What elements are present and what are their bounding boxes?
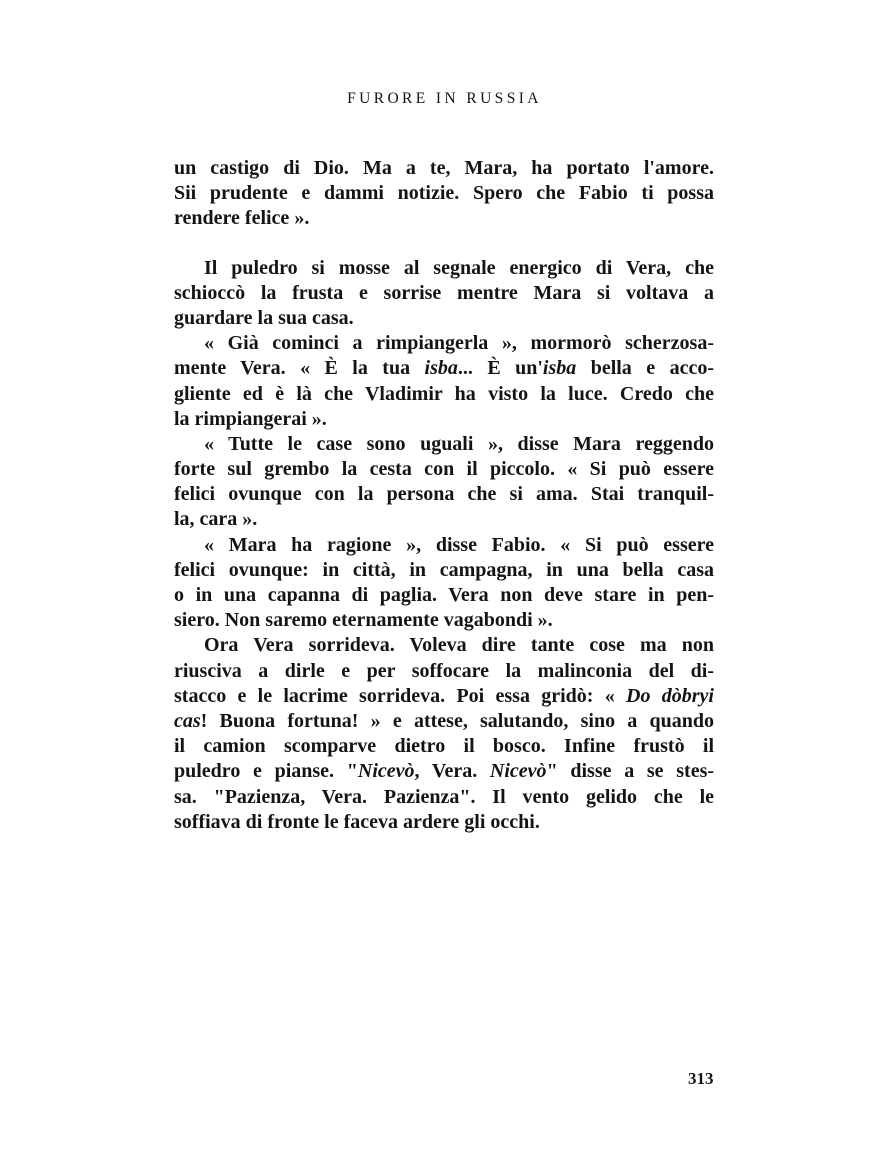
text-line: Il puledro si mosse al segnale energico di Vera, che (204, 256, 714, 279)
text-line: siero. Non saremo eternamente vagabondi ». (174, 609, 553, 632)
text-segment: bella e acco- (576, 357, 714, 380)
text-segment: stacco e le lacrime sorrideva. Poi essa gridò: « (174, 684, 627, 707)
text-line: forte sul grembo la cesta con il piccolo. « Si può essere (174, 458, 714, 481)
italic-word: isba (424, 357, 458, 380)
text-line: sa. "Pazienza, Vera. Pazienza". Il vento gelido che le (174, 785, 714, 808)
text-line (174, 759, 714, 784)
running-head: FURORE IN RUSSIA (347, 90, 542, 107)
text-line: felici ovunque con la persona che si ama. Stai tranquil- (174, 483, 714, 506)
text-line: soffiava di fronte le faceva ardere gli occhi. (174, 810, 540, 833)
text-line: schioccò la frusta e sorrise mentre Mara si voltava a (174, 281, 714, 304)
text-line: riusciva a dirle e per soffocare la malinconia del di- (174, 659, 714, 682)
text-line: il camion scomparve dietro il bosco. Infine frustò il (174, 735, 714, 758)
italic-word: cas (174, 709, 201, 732)
text-segment: ! Buona fortuna! » e attese, salutando, sino a quando (200, 709, 714, 732)
text-line: gliente ed è là che Vladimir ha visto la luce. Credo che (174, 382, 714, 405)
italic-word: Nicevò (489, 760, 547, 783)
text-segment: " disse a se stes- (546, 760, 715, 783)
text-line: Ora Vera sorrideva. Voleva dire tante cose ma non (204, 634, 714, 657)
text-segment: puledro e pianse. " (174, 760, 358, 783)
text-segment: ... È un' (457, 357, 543, 380)
text-segment: , Vera. (414, 760, 490, 783)
text-line: guardare la sua casa. (174, 306, 354, 329)
text-line (174, 684, 714, 709)
text-line (174, 356, 714, 381)
italic-word: Do dòbryi (626, 684, 714, 707)
text-segment: mente Vera. « È la tua (174, 357, 425, 380)
paragraph-gap (174, 232, 714, 256)
text-line (174, 709, 714, 734)
italic-word: Nicevò (357, 760, 415, 783)
text-line: rendere felice ». (174, 207, 310, 230)
body-text (174, 156, 714, 835)
text-line: « Tutte le case sono uguali », disse Mara reggendo (204, 432, 714, 455)
text-line: la, cara ». (174, 508, 258, 531)
text-line: un castigo di Dio. Ma a te, Mara, ha portato l'amore. (174, 157, 714, 179)
text-line: Sii prudente e dammi notizie. Spero che Fabio ti possa (174, 182, 714, 205)
page-number: 313 (688, 1069, 714, 1088)
text-line: felici ovunque: in città, in campagna, in una bella casa (174, 558, 714, 581)
text-line: « Mara ha ragione », disse Fabio. « Si può essere (204, 533, 714, 556)
italic-word: isba (542, 357, 577, 380)
text-line: o in una capanna di paglia. Vera non deve stare in pen- (174, 584, 714, 606)
text-line: la rimpiangerai ». (174, 407, 327, 430)
text-line: « Già cominci a rimpiangerla », mormorò scherzosa- (204, 332, 714, 355)
